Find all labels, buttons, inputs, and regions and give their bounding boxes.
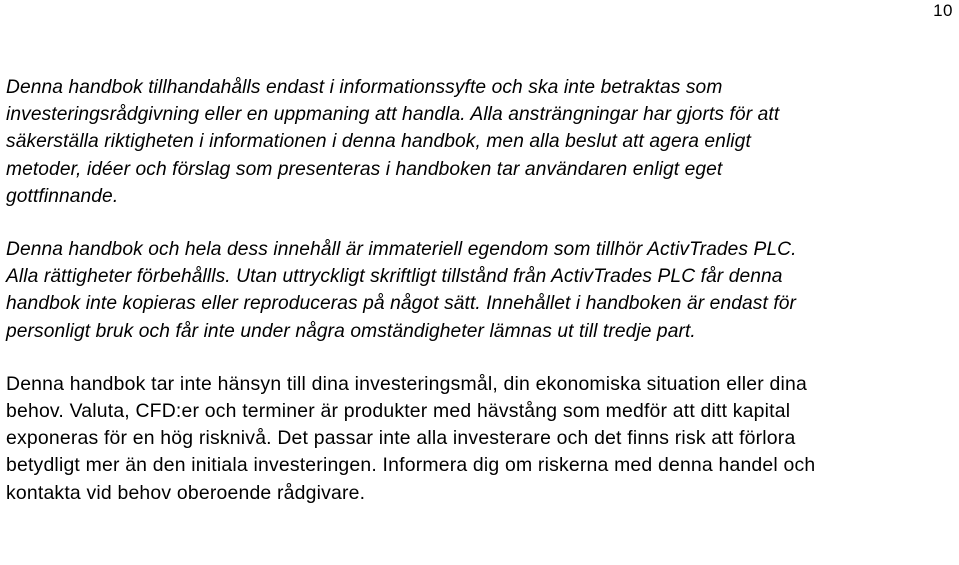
text-line: handbok inte kopieras eller reproduceras på något sätt. Innehållet i handboken är endast för (6, 293, 797, 315)
text-line: Denna handbok och hela dess innehåll är immateriell egendom som tillhör ActivTrades PLC. (6, 239, 797, 261)
text-line: säkerställa riktigheten i informationen i denna handbok, men alla beslut att agera enligt (6, 131, 751, 153)
disclaimer-paragraph-information (6, 74, 956, 210)
text-line: Denna handbok tillhandahålls endast i informationssyfte och ska inte betraktas som (6, 77, 723, 98)
text-line: metoder, idéer och förslag som presenteras i handboken tar användaren enligt eget (6, 158, 723, 180)
page-number: 10 (933, 1, 953, 20)
text-line: betydligt mer än den initiala investeringen. Informera dig om riskerna med denna handel och (6, 454, 816, 477)
text-line: Alla rättigheter förbehållls. Utan uttryckligt skriftligt tillstånd från ActivTrades PLC får denna (6, 266, 783, 288)
document-body (6, 74, 956, 507)
text-line: behov. Valuta, CFD:er och terminer är produkter med hävstång som medför att ditt kapital (6, 400, 791, 423)
text-line: exponeras för en hög risknivå. Det passar inte alla investerare och det finns risk att förlora (6, 427, 796, 450)
text-line: personligt bruk och får inte under några omständigheter lämnas ut till tredje part. (6, 320, 696, 342)
text-line: gottfinnande. (6, 185, 119, 207)
disclaimer-paragraph-copyright (6, 236, 956, 345)
text-line: Denna handbok tar inte hänsyn till dina investeringsmål, din ekonomiska situation eller dina (6, 372, 807, 395)
text-line: kontakta vid behov oberoende rådgivare. (6, 481, 366, 504)
text-line: investeringsrådgivning eller en uppmaning att handla. Alla ansträngningar har gjorts för att (6, 104, 780, 126)
risk-warning-paragraph (6, 371, 956, 507)
